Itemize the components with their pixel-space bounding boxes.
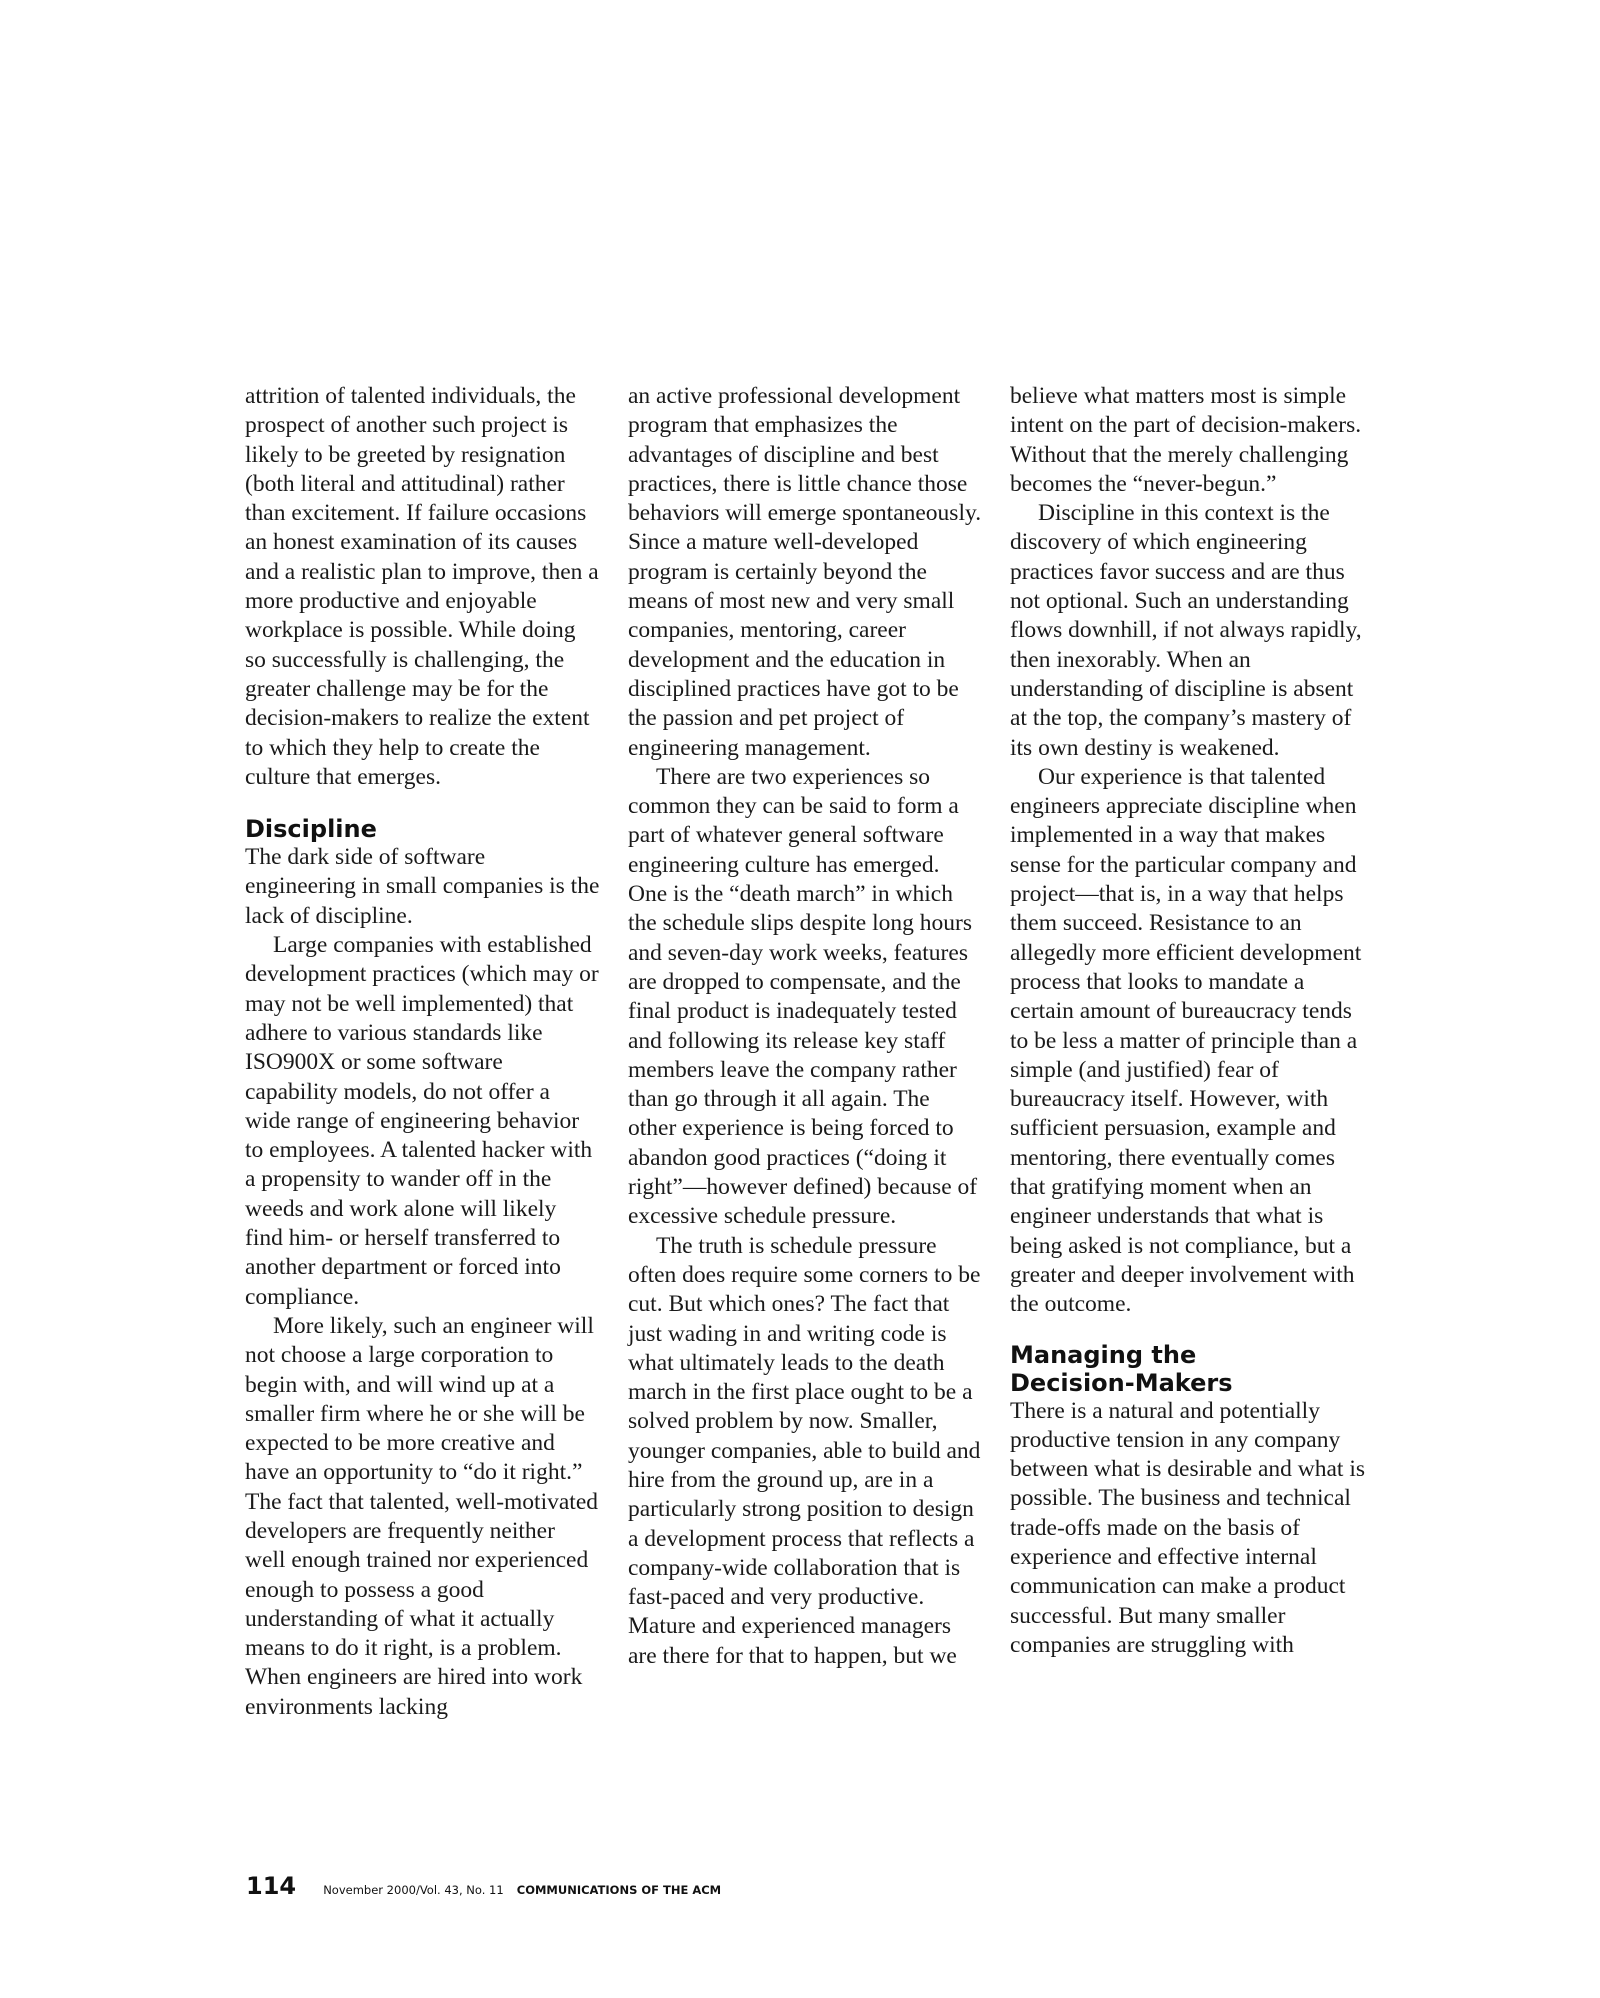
paragraph: There are two experiences so common they can be said to form a part of whatever general software engineering culture has emerged. One is the “death march” in which the schedule slips despite long hours and seven-day work weeks, features are dropped to compensate, and the final product is inadequately tested and following its release key staff members leave the company rather than go through it all again. The other experience is being forced to abandon good practices (“doing it right”—however defined) because of excessive schedule pressure. [628,763,978,1230]
column-1 [245,382,600,1722]
paragraph: More likely, such an engineer will not choose a large corporation to begin with, and will wind up at a smaller firm where he or she will be expected to be more creative and have an opportunity to “do it right.” The fact that talented, well-motivated developers are frequently neither well enough trained nor experienced enough to possess a good understanding of what it actually means to do it right, is a problem. When engineers are hired into work environments lacking [245,1312,599,1720]
journal-name: COMMUNICATIONS OF THE ACM [516,1883,722,1897]
column-2 [628,382,983,1671]
page-footer [246,1872,721,1900]
paragraph: an active professional development program that emphasizes the advantages of discipline and best practices, there is little chance those behaviors will emerge spontaneously. Since a mature well-developed program is certainly beyond the means of most new and very small companies, mentoring, career development and the education in disciplined practices have got to be the passion and pet project of engineering management. [628,383,982,761]
paragraph: The truth is schedule pressure often does require some corners to be cut. But which ones? The fact that just wading in and writing code is what ultimately leads to the death march in the first place ought to be a solved problem by now. Smaller, younger companies, able to build and hire from the ground up, are in a particularly strong position to design a development process that reflects a company-wide collaboration that is fast-paced and very productive. Mature and experienced managers are there for that to happen, but we [628,1232,981,1669]
paragraph: Large companies with established development practices (which may or may not be well implemented) that adhere to various standards like ISO900X or some software capability models, do not offer a wide range of engineering behavior to employees. A talented hacker with a propensity to wander off in the weeds and work alone will likely find him- or herself transferred to another department or forced into compliance. [245,932,599,1310]
heading-line-2: Decision-Makers [1010,1368,1233,1397]
page-number: 114 [246,1872,297,1900]
heading-line-1: Managing the [1010,1340,1197,1369]
paragraph: attrition of talented individuals, the prospect of another such project is likely to be greeted by resignation (both literal and attitudinal) rather than excitement. If failure occasions an honest examination of its causes and a realistic plan to improve, then a more productive and enjoyable workplace is possible. While doing so successfully is challenging, the greater challenge may be for the decision-makers to realize the extent to which they help to create the culture that emerges. [245,383,599,790]
paragraph: Our experience is that talented engineers appreciate discipline when implemented in a way that makes sense for the particular company and project—that is, in a way that helps them succeed. Resistance to an allegedly more efficient development process that looks to mandate a certain amount of bureaucracy tends to be less a matter of principle than a simple (and justified) fear of bureaucracy itself. However, with sufficient persuasion, example and mentoring, there eventually comes that gratifying moment when an engineer understands that what is being asked is not compliance, but a greater and deeper involvement with the outcome. [1010,763,1362,1318]
section-heading-discipline: Discipline [245,815,377,844]
paragraph: Discipline in this context is the discovery of which engineering practices favor success and are thus not optional. Such an understanding flows downhill, if not always rapidly, then inexorably. When an understanding of discipline is absent at the top, the company’s mastery of its own destiny is weakened. [1010,500,1362,761]
paragraph: The dark side of software engineering in small companies is the lack of discipline. [245,844,600,929]
paragraph: believe what matters most is simple intent on the part of decision-makers. Without that the merely challenging becomes the “never-begun.” [1010,383,1362,497]
paragraph: There is a natural and potentially productive tension in any company between what is desirable and what is possible. The business and technical trade-offs made on the basis of experience and effective internal communication can make a product successful. But many smaller companies are struggling with [1010,1397,1366,1658]
column-3 [1010,382,1365,1660]
issue-info: November 2000/Vol. 43, No. 11 [323,1883,504,1897]
section-heading-managing [1010,1341,1365,1397]
